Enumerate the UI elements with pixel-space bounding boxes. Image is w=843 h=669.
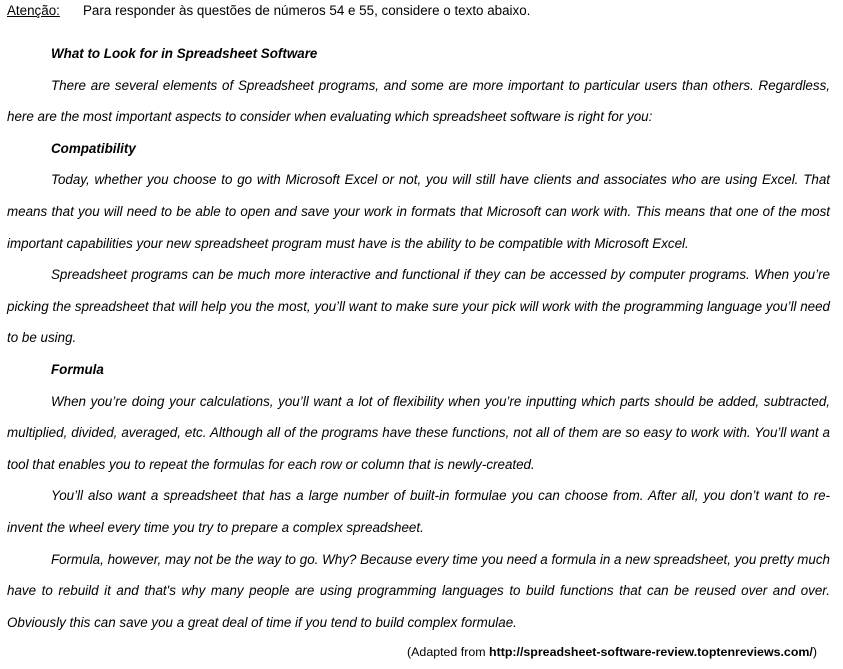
article-intro: There are several elements of Spreadsheet programs, and some are more important to particular users than others. Regardless, here are the most important aspects to consider when evaluating which spreadsheet software is right for you: [7, 77, 830, 125]
article [7, 38, 830, 638]
attention-instruction: Para responder às questões de números 54 e 55, considere o texto abaixo. [83, 3, 531, 18]
attention-line [7, 3, 531, 19]
paragraph: You’ll also want a spreadsheet that has a large number of built-in formulae you can choose from. After all, you don’t want to re-invent the wheel every time you try to prepare a complex spreadsheet. [7, 488, 830, 535]
paragraph: When you’re doing your calculations, you’ll want a lot of flexibility when you’re inputting which parts should be added, subtracted, multiplied, divided, averaged, etc. Although all of the programs have these functions, not all of them are so easy to work with. You’ll want a tool that enables you to repeat the formulas for each row or column that is newly-created. [7, 393, 830, 472]
section-heading-formula: Formula [51, 361, 104, 377]
source-url[interactable]: http://spreadsheet-software-review.toptenreviews.com/ [489, 645, 813, 659]
attention-label: Atenção: [7, 3, 60, 18]
source-prefix: (Adapted from [407, 645, 489, 659]
paragraph: Formula, however, may not be the way to go. Why? Because every time you need a formula in a new spreadsheet, you pretty much have to rebuild it and that's why many people are using programming languages to build functions that can be reused over and over. Obviously this can save you a great deal of time if you tend to build complex formulae. [7, 551, 830, 630]
article-title: What to Look for in Spreadsheet Software [51, 46, 318, 61]
source-suffix: ) [812, 645, 817, 659]
section-heading-compatibility: Compatibility [51, 140, 136, 156]
paragraph: Spreadsheet programs can be much more interactive and functional if they can be accessed by computer programs. When you’re picking the spreadsheet that will help you the most, you’ll want to make sure your pick will work with the programming language you’ll need to be using. [7, 267, 830, 346]
source-citation [407, 644, 817, 660]
paragraph: Today, whether you choose to go with Microsoft Excel or not, you will still have clients and associates who are using Excel. That means that you will need to be able to open and save your work in formats that Microsoft can work with. This means that one of the most important capabilities your new spreadsheet program must have is the ability to be compatible with Microsoft Excel. [7, 172, 830, 251]
